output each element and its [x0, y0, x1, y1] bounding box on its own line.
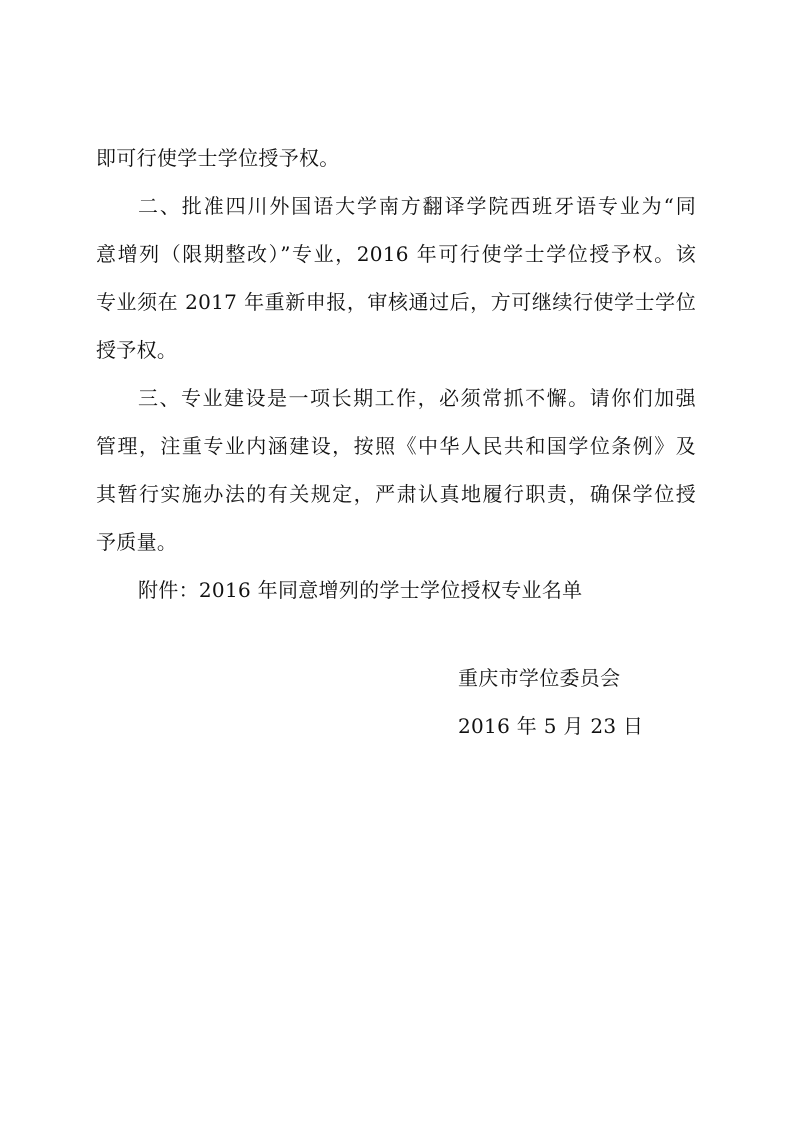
issuer-name: 重庆市学位委员会 — [458, 666, 621, 690]
issue-date: 2016 年 5 月 23 日 — [458, 714, 644, 738]
paragraph-3-line-4: 予质量。 — [96, 530, 178, 554]
paragraph-3-line-1: 三、专业建设是一项长期工作，必须常抓不懈。请你们加强 — [138, 386, 696, 410]
paragraph-2-line-4: 授予权。 — [96, 338, 178, 362]
paragraph-2-line-3: 专业须在 2017 年重新申报，审核通过后，方可继续行使学士学位 — [96, 290, 696, 314]
paragraph-3-line-2: 管理，注重专业内涵建设，按照《中华人民共和国学位条例》及 — [96, 434, 696, 458]
paragraph-3-line-3: 其暂行实施办法的有关规定，严肃认真地履行职责，确保学位授 — [96, 482, 696, 506]
paragraph-2-line-2: 意增列（限期整改）”专业，2016 年可行使学士学位授予权。该 — [96, 242, 696, 266]
paragraph-1-line-1: 即可行使学士学位授予权。 — [96, 146, 340, 170]
paragraph-2-line-1: 二、批准四川外国语大学南方翻译学院西班牙语专业为“同 — [138, 194, 696, 218]
attachment-line: 附件：2016 年同意增列的学士学位授权专业名单 — [138, 578, 583, 602]
